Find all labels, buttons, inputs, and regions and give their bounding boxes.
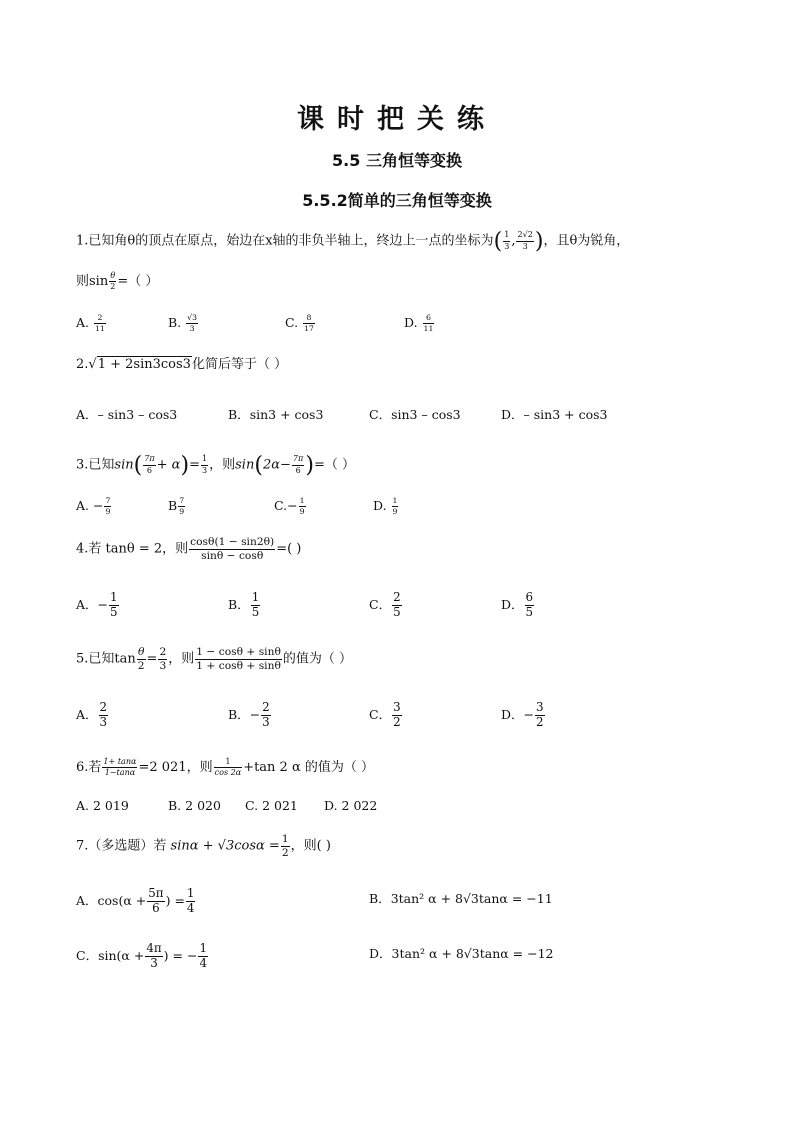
q4-option-d[interactable]: D． $\frac{6}{5}$ [501, 590, 534, 619]
q1-option-d[interactable]: D. $\frac{6}{11}$ [404, 313, 434, 333]
q1-option-b[interactable]: B. $\frac{√3}{3}$ [168, 313, 198, 333]
q6-option-d[interactable]: D. 2 022 [324, 798, 378, 813]
coord-y-fraction: $\frac{2√2}{3}$ [517, 230, 533, 251]
q4-option-b[interactable]: B． $\frac{1}{5}$ [228, 590, 260, 619]
q5-option-c[interactable]: C． $\frac{3}{2}$ [369, 700, 401, 729]
half-theta-fraction: $\frac{\theta}{2}$ [110, 271, 116, 292]
q5-option-b[interactable]: B．− $\frac{2}{3}$ [228, 700, 270, 729]
q7-option-a[interactable]: A．cos(α + $\frac{5\pi}{6}$ ) = $\frac{1}{4}$ [76, 886, 195, 915]
q4-option-c[interactable]: C． $\frac{2}{5}$ [369, 590, 401, 619]
q5-option-a[interactable]: A． $\frac{2}{3}$ [76, 700, 108, 729]
q1-option-c[interactable]: C. $\frac{8}{17}$ [285, 313, 314, 333]
q6-option-c[interactable]: C. 2 021 [245, 798, 298, 813]
question-1-stem: 1.已知角θ的顶点在原点，始边在x轴的非负半轴上，终边上一点的坐标为( $\frac{1}{3}$ , $\frac{2√2}{3}$ )，且θ为锐角， [76, 228, 630, 254]
q4-option-a[interactable]: A．− $\frac{1}{5}$ [76, 590, 118, 619]
page-title: 课时把关练 [297, 104, 497, 135]
question-1-line2: 则sin $\frac{\theta}{2}$ =（ ） [76, 271, 159, 292]
q2-option-d[interactable]: D．– sin3 + cos3 [501, 407, 608, 422]
question-3-stem: 3.已知sin( $\frac{7\pi}{6}$ + α)= $\frac{1}{3}$ ，则sin(2α− $\frac{7\pi}{6}$ )=（ ） [76, 452, 355, 478]
q2-option-b[interactable]: B．sin3 + cos3 [228, 407, 324, 422]
coord-x-fraction: $\frac{1}{3}$ [504, 230, 510, 251]
q7-option-c[interactable]: C．sin(α + $\frac{4\pi}{3}$ ) = − $\frac{1}{4}$ [76, 941, 207, 970]
question-1-text: 1.已知角θ的顶点在原点，始边在x轴的非负半轴上，终边上一点的坐标为 [76, 233, 494, 249]
q6-option-a[interactable]: A. 2 019 [76, 798, 129, 813]
q7-option-b[interactable]: B．3tan² α + 8√3tanα = −11 [369, 891, 553, 906]
q5-option-d[interactable]: D．− $\frac{3}{2}$ [501, 700, 544, 729]
q3-option-a[interactable]: A. − $\frac{7}{9}$ [76, 496, 111, 516]
question-6-stem: 6.若 $\frac{1+ \tan\alpha}{1-\tan\alpha}$ =2 021，则 $\frac{1}{\cos 2\alpha}$ +tan 2 α 的值为（ ） [76, 757, 375, 778]
q3-option-d[interactable]: D. $\frac{1}{9}$ [373, 496, 398, 516]
q7-option-d[interactable]: D．3tan² α + 8√3tanα = −12 [369, 946, 554, 961]
question-4-stem: 4.若 tanθ = 2，则 $\frac{\cos\theta(1 - \sin 2\theta)}{\sin\theta - \cos\theta}$ =( ) [76, 535, 302, 562]
q6-option-b[interactable]: B. 2 020 [168, 798, 221, 813]
question-2-stem: 2.√1 + 2sin3cos3化简后等于（ ） [76, 357, 288, 372]
q2-option-c[interactable]: C．sin3 – cos3 [369, 407, 461, 422]
question-5-stem: 5.已知tan $\frac{\theta}{2}$ = $\frac{2}{3}$ ，则 $\frac{1 - \cos\theta + \sin\theta}{1 + \cos\theta + \sin\theta}$ 的值为（ ） [76, 645, 353, 672]
q3-option-b[interactable]: B $\frac{7}{9}$ [168, 496, 185, 516]
radicand: 1 + 2sin3cos3 [97, 357, 191, 372]
subsection-title: 5.5.2简单的三角恒等变换 [302, 191, 492, 210]
section-title: 5.5 三角恒等变换 [332, 151, 462, 170]
q3-option-c[interactable]: C.− $\frac{1}{9}$ [274, 496, 305, 516]
q1-option-a[interactable]: A. $\frac{2}{11}$ [76, 313, 105, 333]
q2-option-a[interactable]: A．– sin3 – cos3 [76, 407, 178, 422]
question-7-stem: 7.（多选题）若 sinα + √3cosα = $\frac{1}{2}$ ，则( ) [76, 832, 331, 859]
